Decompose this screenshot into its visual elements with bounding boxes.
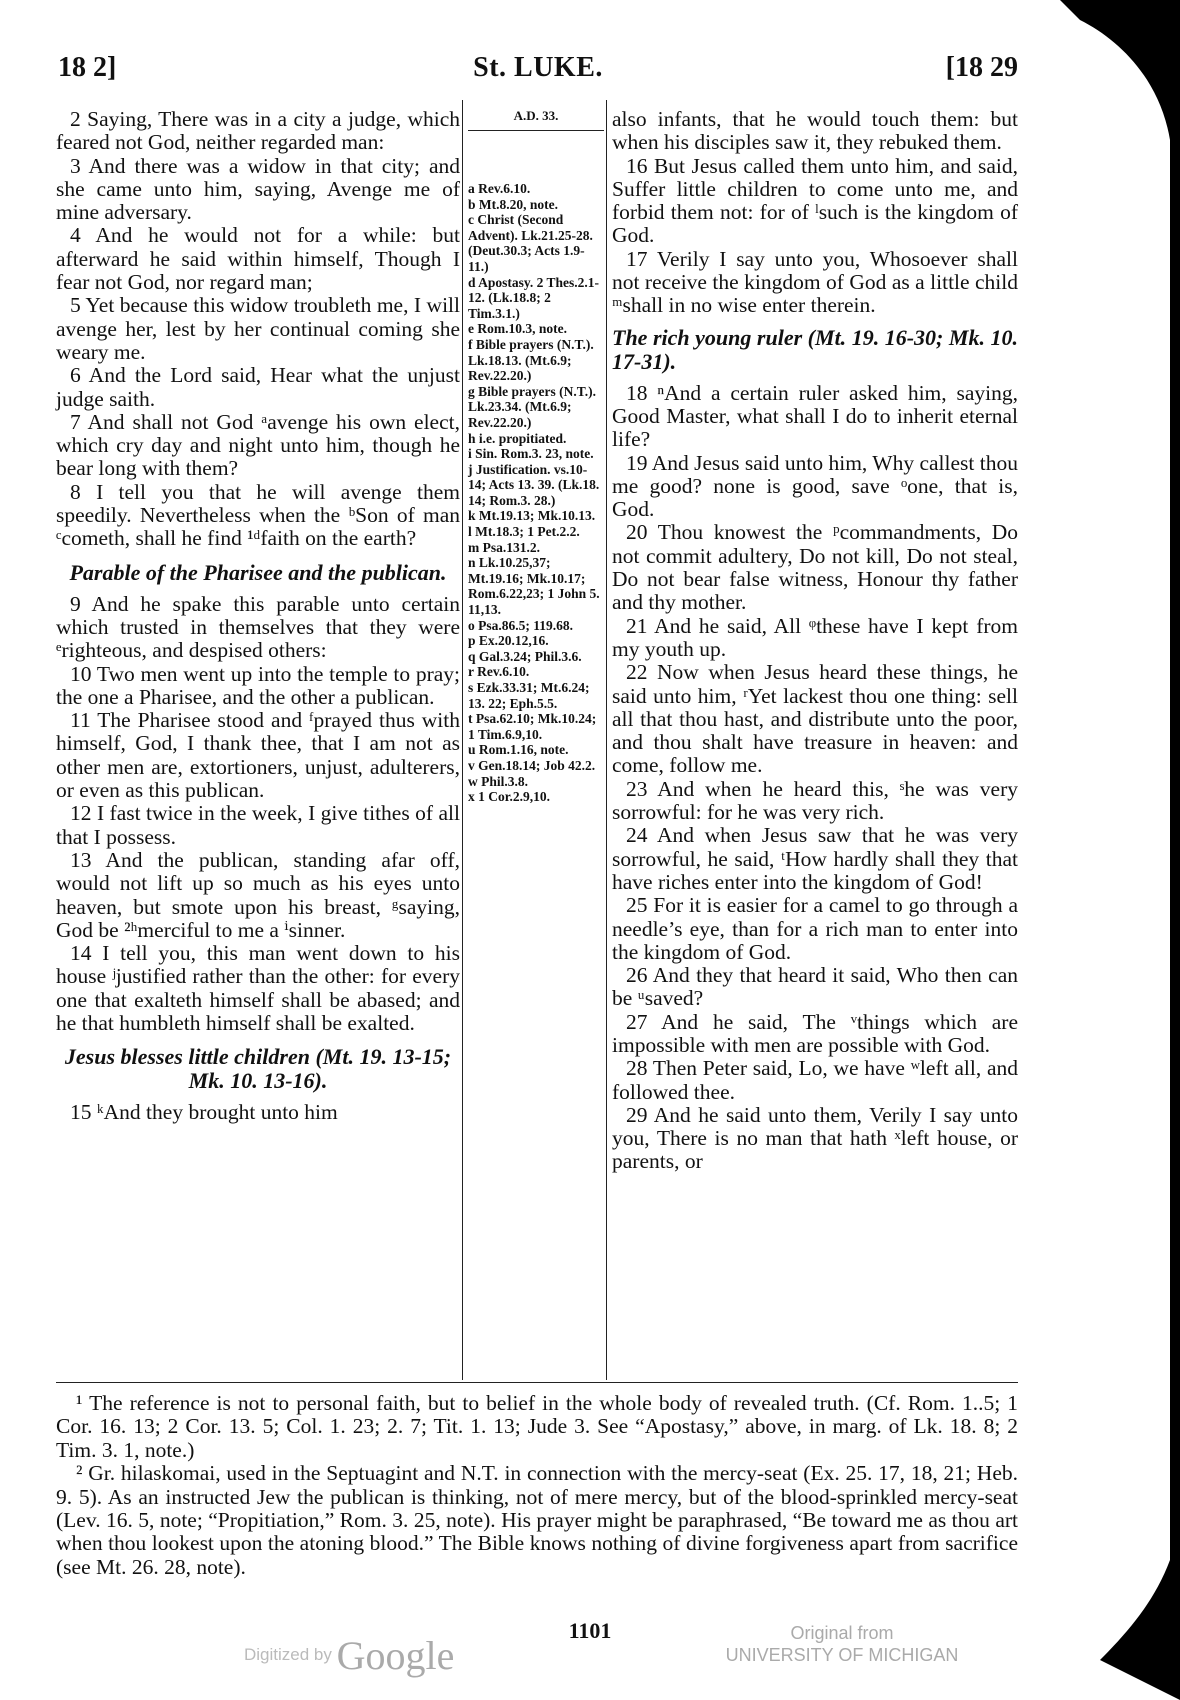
header-book-title: St. LUKE. — [473, 52, 603, 83]
cross-reference: g Bible prayers (N.T.). Lk.23.34. (Mt.6.9; Rev.22.20.) — [468, 383, 596, 430]
left-text-column — [56, 108, 460, 1125]
footnotes — [56, 1392, 1018, 1579]
verse-paragraph: 26 And they that heard it said, Who then can be ᵘsaved? — [612, 963, 1018, 1011]
verse-paragraph: 12 I fast twice in the week, I give tithes of all that I possess. — [56, 801, 460, 849]
verse-paragraph: 10 Two men went up into the temple to pray; the one a Pharisee, and the other a publican. — [56, 661, 460, 709]
verse-paragraph: also infants, that he would touch them: but when his disciples saw it, they rebuked them. — [612, 107, 1018, 155]
verse-paragraph: 6 And the Lord said, Hear what the unjust judge saith. — [56, 363, 460, 411]
verse-paragraph: 5 Yet because this widow troubleth me, I will avenge her, lest by her continual coming she weary me. — [56, 293, 460, 364]
verse-paragraph: 3 And there was a widow in that city; and she came unto him, saying, Avenge me of mine adversary. — [56, 153, 460, 225]
verse-paragraph: 24 And when Jesus saw that he was very sorrowful, he said, ᵗHow hardly shall they that have riches enter into the kingdom of God! — [612, 823, 1018, 894]
verse-paragraph: 15 ᵏAnd they brought unto him — [70, 1100, 338, 1125]
page-edge-shadow — [1060, 0, 1180, 1700]
footnote: ² Gr. hilaskomai, used in the Septuagint and N.T. in connection with the mercy-seat (Ex. 25. 17, 18, 21; Heb. 9. 5). As an instructed Jew the publican is thinking, not of mere mercy, but of the blood-sprinkled mercy-seat (Lev. 16. 5, note; “Propitiation,” Rom. 3. 25, note). His prayer might be paraphrased, “Be toward me as thou art when thou lookest upon the atoning blood.” The Bible knows nothing of divine forgiveness apart from sacrifice (see Mt. 26. 28, note). — [56, 1461, 1018, 1579]
date-label: A.D. 33. — [468, 108, 604, 131]
cross-reference: e Rom.10.3, note. — [468, 321, 567, 337]
cross-reference: f Bible prayers (N.T.). Lk.18.13. (Mt.6.9; Rev.22.20.) — [468, 336, 594, 384]
verse-paragraph: 4 And he would not for a while: but afterward he said within himself, Though I fear not God, nor regard man; — [56, 223, 460, 295]
cross-reference: x 1 Cor.2.9,10. — [468, 789, 551, 805]
page-number: 1101 — [568, 1618, 612, 1643]
cross-reference: p Ex.20.12,16. — [468, 633, 549, 649]
verse-paragraph: 21 And he said, All ᵠthese have I kept from my youth up. — [612, 613, 1018, 661]
original-from-label: Original from — [790, 1623, 894, 1643]
header-left-reference: 18 2] — [58, 52, 117, 83]
verse-paragraph: 14 I tell you, this man went down to his house ʲjustified rather than the other: for every one that exalteth himself shall be abased; and he that humbleth himself shall be exalted. — [56, 941, 460, 1035]
cross-reference: q Gal.3.24; Phil.3.6. — [468, 648, 582, 664]
verse-paragraph: 20 Thou knowest the ᵖcommandments, Do not commit adultery, Do not kill, Do not steal, Do not bear false witness, Honour thy father and thy mother. — [612, 520, 1018, 615]
footnote-divider — [56, 1382, 1018, 1383]
section-heading: Jesus blesses little children (Mt. 19. 13-15; Mk. 10. 13-16). — [64, 1044, 452, 1094]
marginal-references — [468, 108, 604, 805]
cross-reference: a Rev.6.10. — [468, 181, 531, 196]
cross-reference: w Phil.3.8. — [468, 773, 529, 789]
cross-reference: n Lk.10.25,37; Mt.19.16; Mk.10.17; Rom.6.22,23; 1 John 5. 11,13. — [468, 555, 600, 618]
verse-paragraph: 17 Verily I say unto you, Whosoever shall not receive the kingdom of God as a little child ᵐshall in no wise enter therein. — [612, 246, 1018, 318]
verse-paragraph: 28 Then Peter said, Lo, we have ʷleft all, and followed thee. — [612, 1056, 1018, 1104]
verse-paragraph: 9 And he spake this parable unto certain which trusted in themselves that they were ᵉrighteous, and despised others: — [56, 591, 460, 663]
cross-reference: b Mt.8.20, note. — [468, 196, 558, 212]
verse-paragraph: 11 The Pharisee stood and ᶠprayed thus with himself, God, I thank thee, that I am not as other men are, extortioners, unjust, adulterers, or even as this publican. — [56, 708, 460, 803]
running-header — [58, 52, 1018, 86]
verse-paragraph: 2 Saying, There was in a city a judge, which feared not God, neither regarded man: — [56, 107, 460, 155]
cross-reference: l Mt.18.3; 1 Pet.2.2. — [468, 524, 580, 540]
column-divider-right — [606, 100, 607, 1380]
cross-reference: t Psa.62.10; Mk.10.24; 1 Tim.6.9,10. — [468, 711, 597, 742]
cross-reference: s Ezk.33.31; Mt.6.24; 13. 22; Eph.5.5. — [468, 680, 590, 711]
verse-paragraph: 8 I tell you that he will avenge them speedily. Nevertheless when the ᵇSon of man ᶜcometh, shall he find ¹ᵈfaith on the earth? — [56, 479, 460, 551]
right-text-column — [612, 108, 1018, 1174]
header-right-reference: [18 29 — [945, 52, 1018, 83]
cross-reference: d Apostasy. 2 Thes.2.1-12. (Lk.18.8; 2 Tim.3.1.) — [468, 274, 600, 321]
cross-reference: v Gen.18.14; Job 42.2. — [468, 757, 596, 773]
verse-paragraph: 18 ⁿAnd a certain ruler asked him, saying, Good Master, what shall I do to inherit eternal life? — [612, 380, 1018, 452]
university-label: UNIVERSITY OF MICHIGAN — [725, 1645, 959, 1665]
digitized-by-label: Digitized by — [244, 1644, 332, 1664]
verse-paragraph: 22 Now when Jesus heard these things, he said unto him, ʳYet lackest thou one thing: sell all that thou hast, and distribute unto the poor, and thou shalt have treasure in heaven: and come, follow me. — [612, 660, 1018, 778]
verse-paragraph: 13 And the publican, standing afar off, would not lift up so much as his eyes unto heaven, but smote upon his breast, ᵍsaying, God be ²ʰmerciful to me a ⁱsinner. — [56, 847, 460, 942]
digitized-by-watermark — [244, 1632, 454, 1679]
cross-reference: r Rev.6.10. — [468, 664, 530, 680]
reference-list — [468, 181, 604, 805]
verse-paragraph: 27 And he said, The ᵛthings which are impossible with men are possible with God. — [612, 1009, 1018, 1057]
verse-paragraph: 16 But Jesus called them unto him, and said, Suffer little children to come unto me, and forbid them not: for of ˡsuch is the kingdom of God. — [612, 153, 1018, 248]
section-heading: Parable of the Pharisee and the publican. — [69, 559, 447, 585]
verse-paragraph: 23 And when he heard this, ˢhe was very sorrowful: for he was very rich. — [612, 776, 1018, 825]
verse-paragraph: 7 And shall not God ᵃavenge his own elect, which cry day and night unto him, though he bear long with them? — [56, 409, 460, 481]
google-logo: Google — [336, 1633, 455, 1678]
cross-reference: j Justification. vs.10-14; Acts 13. 39. (Lk.18. 14; Rom.3. 28.) — [468, 461, 600, 508]
cross-reference: u Rom.1.16, note. — [468, 742, 569, 758]
cross-reference: o Psa.86.5; 119.68. — [468, 617, 574, 633]
verse-paragraph: 19 And Jesus said unto him, Why callest thou me good? none is good, save ᵒone, that is, God. — [612, 450, 1018, 522]
column-divider-left — [462, 100, 463, 1380]
cross-reference: h i.e. propitiated. — [468, 430, 567, 446]
verse-paragraph: 29 And he said unto them, Verily I say unto you, There is no man that hath ˣleft house, or parents, or — [612, 1102, 1018, 1174]
cross-reference: i Sin. Rom.3. 23, note. — [468, 446, 594, 462]
footnote: ¹ The reference is not to personal faith, but to belief in the whole body of revealed truth. (Cf. Rom. 1..5; 1 Cor. 16. 13; 2 Cor. 13. 5; Col. 1. 23; 2. 7; Tit. 1. 13; Jude 3. See “Apostasy,” above, in marg. of Lk. 18. 8; 2 Tim. 3. 1, note.) — [56, 1391, 1018, 1462]
cross-reference: c Christ (Second Advent). Lk.21.25-28. (Deut.30.3; Acts 1.9-11.) — [468, 212, 593, 274]
verse-paragraph: 25 For it is easier for a camel to go through a needle’s eye, than for a rich man to enter into the kingdom of God. — [612, 893, 1018, 964]
section-heading: The rich young ruler (Mt. 19. 16-30; Mk. 10. 17-31). — [612, 324, 1018, 374]
cross-reference: k Mt.19.13; Mk.10.13. — [468, 508, 596, 524]
original-from-watermark — [712, 1622, 972, 1666]
cross-reference: m Psa.131.2. — [468, 539, 540, 555]
